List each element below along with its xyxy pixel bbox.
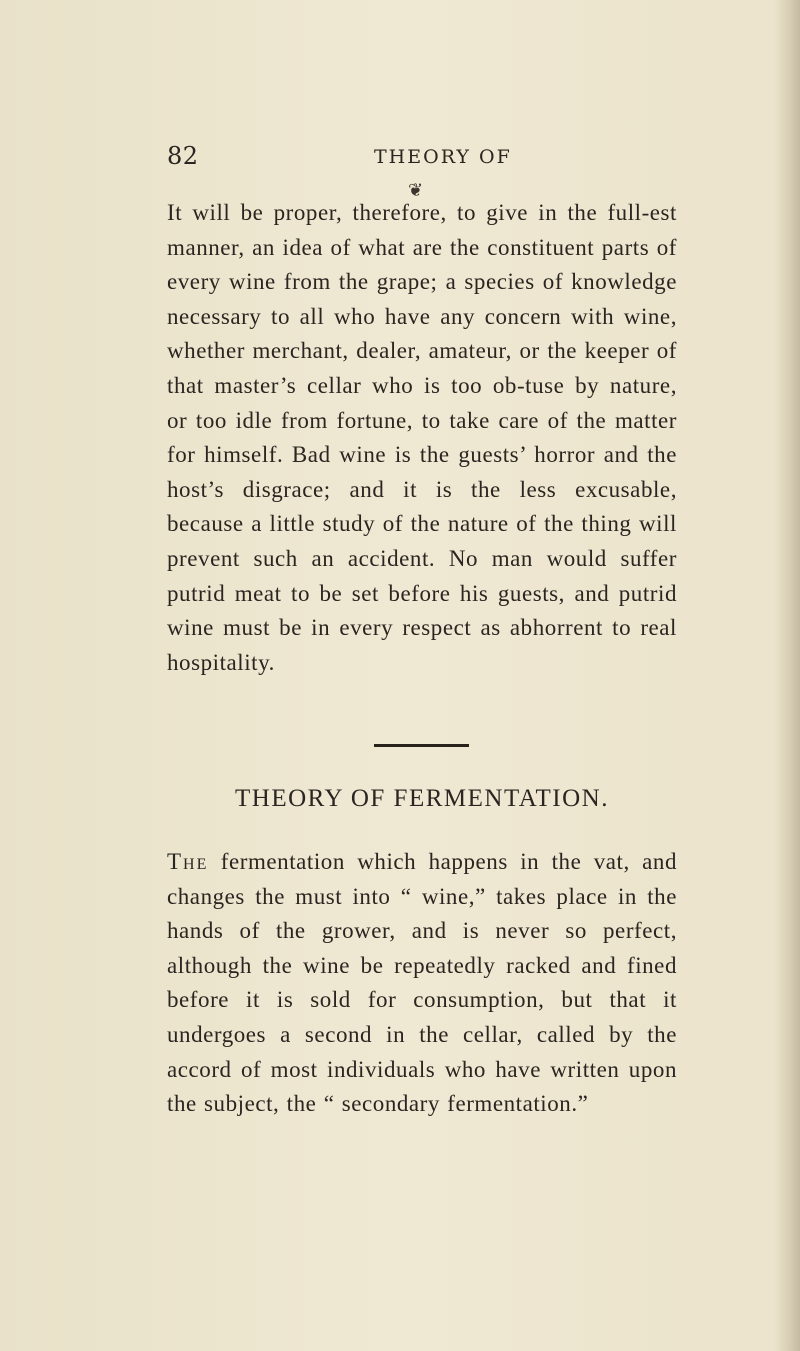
body-paragraph-2 [167, 845, 677, 1122]
paragraph-opening-word: The [167, 849, 209, 874]
section-heading: THEORY OF FERMENTATION. [235, 785, 609, 812]
page-edge-shadow [774, 0, 800, 1351]
section-divider [374, 744, 469, 747]
printer-mark-icon: ❦ [408, 180, 424, 201]
paragraph-text: fermentation which happens in the vat, and changes the must into “ wine,” takes place in the hands of the grower, and is never so perfect, although the wine be repeatedly racked and fined before it is sold for consumption, but that it undergoes a second in the cellar, called by the accord of most individuals who have written upon the subject, the “ secondary fermentation.” [167, 849, 677, 1117]
running-head [167, 142, 677, 172]
body-paragraph-1: It will be proper, therefore, to give in the full-est manner, an idea of what are the constituent parts of every wine from the grape; a species of knowledge necessary to all who have any concern with wine, whether merchant, dealer, amateur, or the keeper of that master’s cellar who is too ob-tuse by nature, or too idle from fortune, to take care of the matter for himself. Bad wine is the guests’ horror and the host’s disgrace; and it is the less excusable, because a little study of the nature of the thing will prevent such an accident. No man would suffer putrid meat to be set before his guests, and putrid wine must be in every respect as abhorrent to real hospitality. [167, 200, 677, 675]
page-number: 82 [167, 142, 199, 170]
running-title: THEORY OF [374, 146, 512, 168]
